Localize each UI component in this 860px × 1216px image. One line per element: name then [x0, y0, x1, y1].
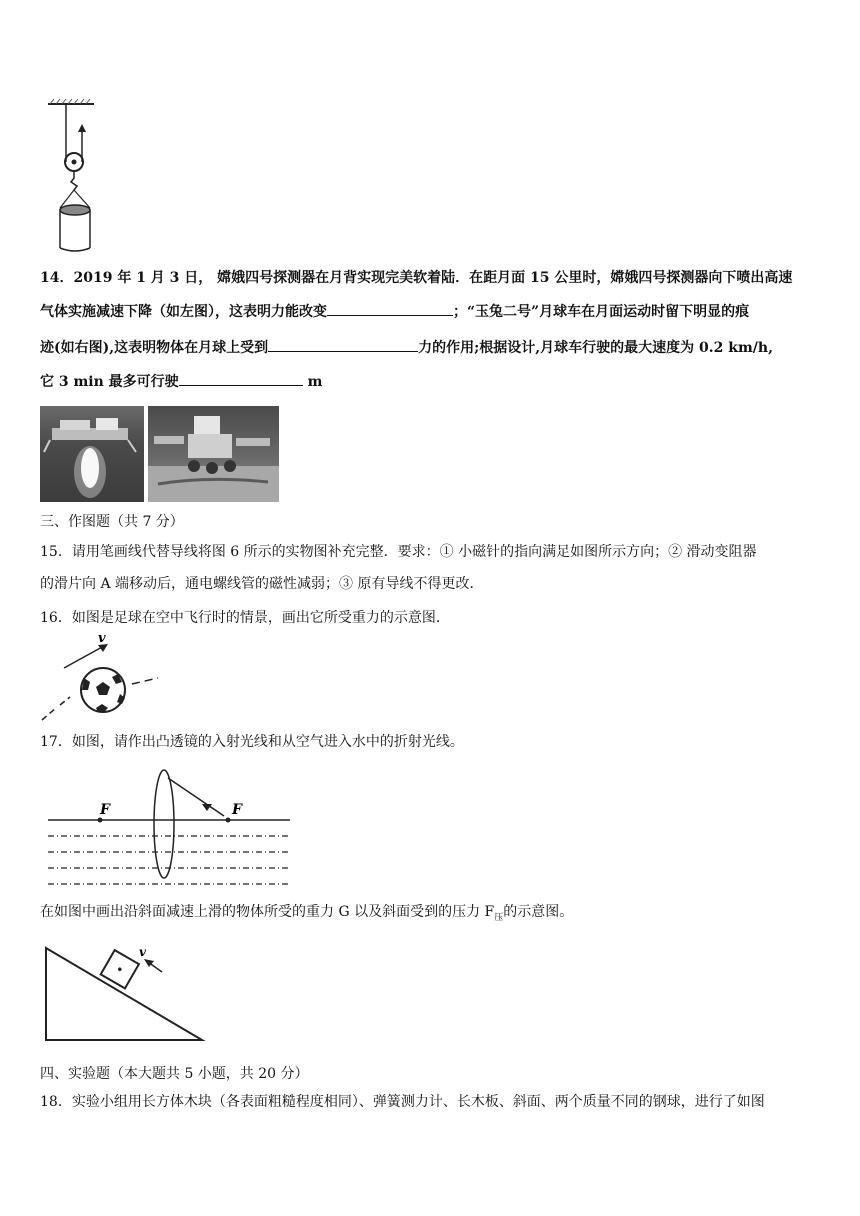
lens-figure	[44, 766, 294, 890]
q15-line-1: 15．请用笔画线代替导线将图 6 所示的实物图补充完整．要求：① 小磁针的指向满足如图所示方向；② 滑动变阻器	[40, 544, 757, 560]
q18-line-1: 18．实验小组用长方体木块（各表面粗糙程度相同）、弹簧测力计、长木板、斜面、两个质量不同的钢球，进行了如图	[40, 1094, 765, 1110]
pressure-subscript: 压	[494, 912, 504, 923]
q14-line-4	[40, 371, 322, 392]
soccer-ball-figure	[40, 632, 170, 724]
focus-right-label: F	[232, 802, 242, 818]
velocity-label: v	[98, 631, 106, 646]
q14-unit: m	[307, 374, 323, 390]
q14-text: 气体实施减速下降（如左图），这表明力能改变	[40, 304, 327, 320]
section-3-heading: 三、作图题（共 7 分）	[40, 514, 184, 530]
incline-text: 的示意图。	[503, 904, 574, 920]
incline-text: 在如图中画出沿斜面减速上滑的物体所受的重力 G 以及斜面受到的压力 F	[40, 904, 495, 920]
q14-answer-blank-2[interactable]	[268, 337, 418, 352]
q14-text: 它 3 min 最多可行驶	[40, 374, 179, 390]
q14-answer-blank-1[interactable]	[327, 301, 453, 316]
pulley-figure	[44, 98, 104, 258]
q17-text: 17．如图，请作出凸透镜的入射光线和从空气进入水中的折射光线。	[40, 734, 464, 750]
incline-velocity-label: v	[139, 945, 146, 959]
focus-left-label: F	[100, 802, 110, 818]
q14-line-2	[40, 301, 749, 322]
q15-line-2: 的滑片向 A 端移动后，通电螺线管的磁性减弱；③ 原有导线不得更改．	[40, 576, 484, 592]
q14-text: 迹(如右图),这表明物体在月球上受到	[40, 340, 269, 356]
incline-question-text	[40, 902, 573, 928]
lander-photo	[40, 406, 144, 502]
q14-text: ；“玉兔二号”月球车在月面运动时留下明显的痕	[453, 304, 750, 320]
q14-answer-blank-3[interactable]	[179, 371, 303, 386]
section-4-heading: 四、实验题（本大题共 5 小题，共 20 分）	[40, 1066, 309, 1082]
q14-text: 力的作用;根据设计,月球车行驶的最大速度为 0.2 km/h,	[418, 340, 773, 356]
q14-line-3	[40, 337, 773, 358]
incline-figure	[44, 944, 206, 1044]
rover-photo	[148, 406, 279, 502]
q14-line-1: 14．2019 年 1 月 3 日， 嫦娥四号探测器在月背实现完美软着陆．在距月面 15 公里时，嫦娥四号探测器向下喷出高速	[40, 270, 793, 286]
q16-text: 16．如图是足球在空中飞行时的情景，画出它所受重力的示意图．	[40, 610, 450, 626]
